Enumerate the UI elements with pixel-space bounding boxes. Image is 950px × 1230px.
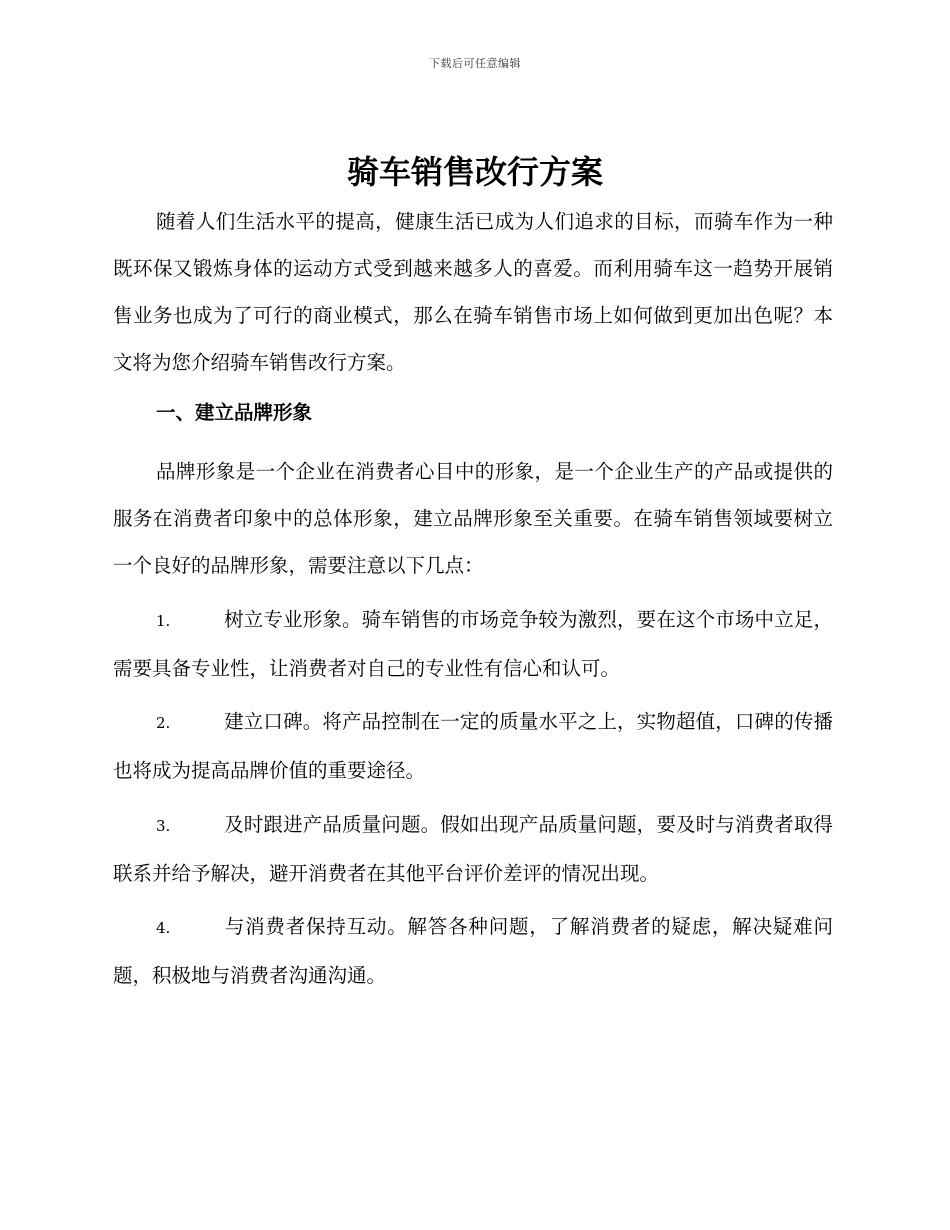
list-item-4 (113, 903, 833, 999)
document-title: 骑车销售改行方案 (346, 153, 603, 191)
list-number: 2. (156, 714, 171, 732)
list-item-text: 建立口碑。将产品控制在一定的质量水平之上，实物超值，口碑的传播也将成为提高品牌价值的重要途径。 (113, 710, 833, 782)
list-number: 4. (156, 919, 171, 937)
section-heading-1: 一、建立品牌形象 (156, 401, 313, 424)
list-item-text: 与消费者保持互动。解答各种问题，了解消费者的疑虑，解决疑难问题，积极地与消费者沟通沟通。 (113, 915, 833, 987)
list-item-text: 及时跟进产品质量问题。假如出现产品质量问题，要及时与消费者取得联系并给予解决，避开消费者在其他平台评价差评的情况出现。 (113, 813, 833, 885)
list-item-1 (113, 596, 833, 692)
intro-paragraph: 随着人们生活水平的提高，健康生活已成为人们追求的目标，而骑车作为一种既环保又锻炼身体的运动方式受到越来越多人的喜爱。而利用骑车这一趋势开展销售业务也成为了可行的商业模式，那么在骑车销售市场上如何做到更加出色呢？本文将为您介绍骑车销售改行方案。 (113, 210, 833, 374)
header-note: 下载后可任意编辑 (429, 57, 521, 70)
list-item-text: 树立专业形象。骑车销售的市场竞争较为激烈，要在这个市场中立足，需要具备专业性，让消费者对自己的专业性有信心和认可。 (113, 608, 833, 680)
list-item-3 (113, 801, 833, 897)
list-item-2 (113, 698, 833, 794)
list-number: 1. (156, 612, 171, 630)
section-1-paragraph: 品牌形象是一个企业在消费者心目中的形象，是一个企业生产的产品或提供的服务在消费者印象中的总体形象，建立品牌形象至关重要。在骑车销售领域要树立一个良好的品牌形象，需要注意以下几点： (113, 460, 833, 577)
list-number: 3. (156, 817, 171, 835)
